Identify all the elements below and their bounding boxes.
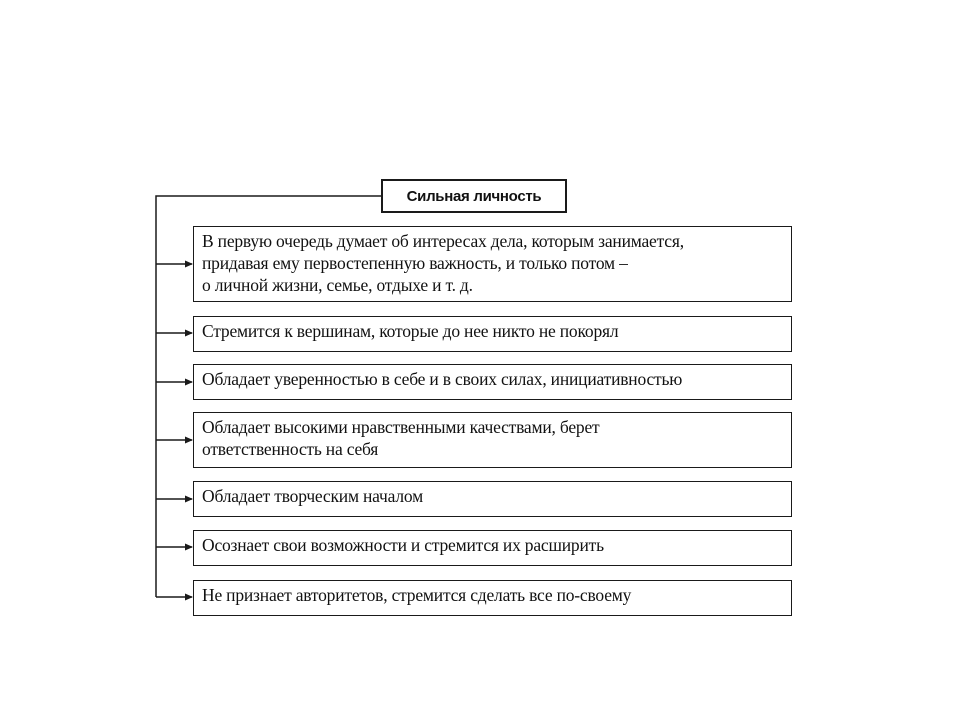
- trait-box-4: [193, 412, 792, 468]
- trait-box-3: [193, 364, 792, 400]
- trait-box-7: [193, 580, 792, 616]
- trait-box-1: [193, 226, 792, 302]
- trait-1-line-2: придавая ему первостепенную важность, и только потом –: [202, 253, 628, 273]
- trait-1-line-3: о личной жизни, семье, отдыхе и т. д.: [202, 275, 473, 295]
- trait-box-2: [193, 316, 792, 352]
- trait-3-line-1: Обладает уверенностью в себе и в своих силах, инициативностью: [202, 369, 683, 389]
- trait-5-line-1: Обладает творческим началом: [202, 486, 423, 506]
- diagram-title-box: [381, 179, 567, 213]
- diagram-title: Сильная личность: [406, 187, 542, 205]
- trait-2-line-1: Стремится к вершинам, которые до нее никто не покорял: [202, 321, 619, 341]
- trait-4-line-2: ответственность на себя: [202, 439, 379, 459]
- trait-6-line-1: Осознает свои возможности и стремится их расширить: [202, 535, 604, 555]
- trait-4-line-1: Обладает высокими нравственными качествами, берет: [202, 417, 600, 437]
- trait-box-5: [193, 481, 792, 517]
- trait-7-line-1: Не признает авторитетов, стремится сделать все по-своему: [202, 585, 632, 605]
- trait-1-line-1: В первую очередь думает об интересах дела, которым занимается,: [202, 231, 684, 251]
- trait-box-6: [193, 530, 792, 566]
